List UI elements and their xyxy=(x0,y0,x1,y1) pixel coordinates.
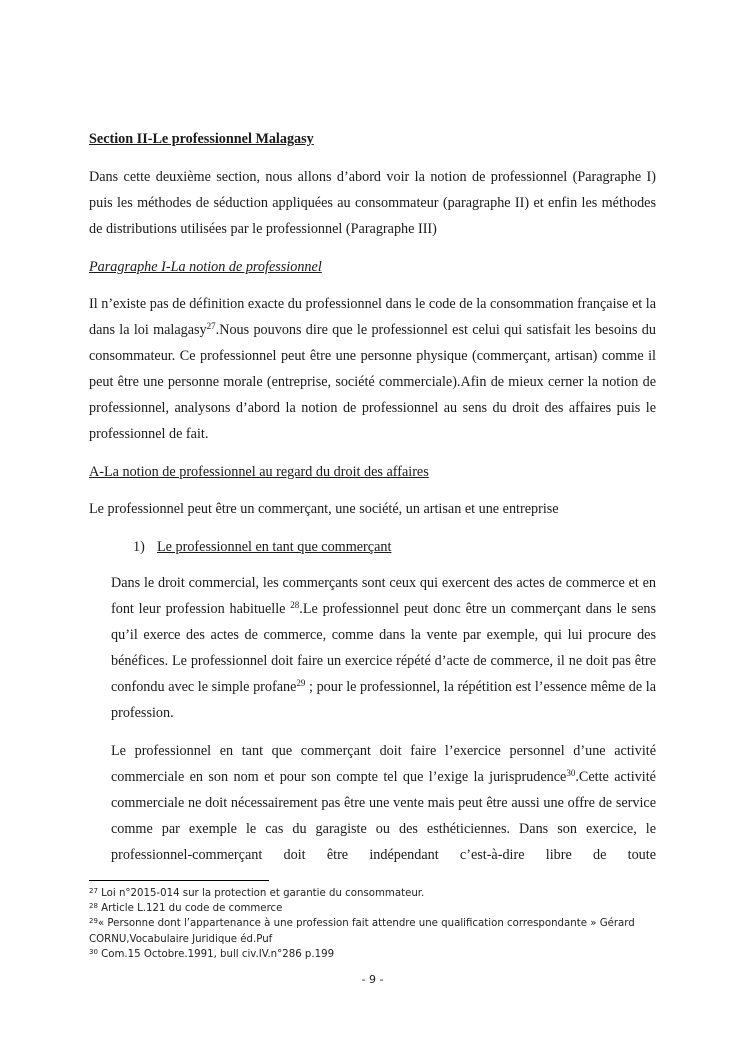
body-paragraph: Le professionnel peut être un commerçant, une société, un artisan et une entreprise xyxy=(89,501,559,517)
footnote-text: « Personne dont l’appartenance à une profession fait attendre une qualification correspondante » Gérard CORNU,Vocabulaire Juridique éd.Puf xyxy=(89,918,635,945)
footnote xyxy=(89,947,656,962)
footnote-number: 27 xyxy=(89,887,98,895)
footnote-text: Article L.121 du code de commerce xyxy=(97,903,283,915)
footnote-text: Com.15 Octobre.1991, bull civ.IV.n°286 p.199 xyxy=(97,948,335,960)
footnote-ref[interactable]: 28 xyxy=(290,600,300,610)
list-item xyxy=(89,534,656,560)
text-run: ; pour le professionnel, la répétition est l’essence même de la profession. xyxy=(111,679,656,721)
footnote-ref[interactable]: 30 xyxy=(566,768,576,778)
section-title: Section II-Le professionnel Malagasy xyxy=(89,131,314,147)
text-run: .Le professionnel peut donc être un commerçant dans le sens qu’il exerce des actes de commerce, comme dans la vente par exemple, qui lui procure des bénéfices. Le professionnel doit faire un exercice répété d’acte de commerce, il ne doit pas être confondu avec le simple profane xyxy=(111,601,656,695)
definition-paragraph xyxy=(89,291,656,447)
footnote-ref[interactable]: 27 xyxy=(206,321,216,331)
text-run: Le professionnel en tant que commerçant doit faire l’exercice personnel d’une activité commerciale en son nom et pour son compte tel que l’exige la jurisprudence xyxy=(111,743,656,785)
footnote-text: Loi n°2015-014 sur la protection et garantie du consommateur. xyxy=(97,888,425,899)
footnotes xyxy=(89,886,656,962)
text-run: .Nous pouvons dire que le professionnel est celui qui satisfait les besoins du consommateur. Ce professionnel peut être une personne physique (commerçant, artisan) comme il peut être une personne morale (entreprise, société commerciale).Afin de mieux cerner la notion de professionnel, analysons d’abord la notion de professionnel au sens du droit des affaires puis le professionnel de fait. xyxy=(89,322,656,442)
list-number: 1) xyxy=(133,539,145,555)
paragraph-heading: Paragraphe I-La notion de professionnel xyxy=(89,259,322,275)
text-run: Il n’existe pas de définition exacte du professionnel dans le code de la consommation française et la dans la loi malagasy xyxy=(89,296,656,338)
subsection-heading: A-La notion de professionnel au regard du droit des affaires xyxy=(89,464,429,480)
footnote xyxy=(89,886,656,901)
exercice-paragraph xyxy=(89,738,656,868)
page-number: - 9 - xyxy=(361,973,384,986)
footnote-separator xyxy=(89,880,269,881)
footnote-number: 28 xyxy=(89,902,98,911)
commercant-paragraph xyxy=(89,570,656,726)
footnote-ref[interactable]: 29 xyxy=(296,678,306,688)
footnote xyxy=(89,916,656,946)
list-label: Le professionnel en tant que commerçant xyxy=(157,539,392,555)
footnote-number: 30 xyxy=(89,947,98,956)
text-run: Dans le droit commercial, les commerçants sont ceux qui exercent des actes de commerce et en font leur profession habituelle xyxy=(111,575,656,617)
document-body xyxy=(89,126,656,868)
intro-paragraph: Dans cette deuxième section, nous allons d’abord voir la notion de professionnel (Paragraphe I) puis les méthodes de séduction appliquées au consommateur (paragraphe II) et enfin les méthodes de distributions utilisées par le professionnel (Paragraphe III) xyxy=(89,169,656,237)
footnote xyxy=(89,901,656,916)
footnote-number: 29 xyxy=(89,917,98,926)
text-run: .Cette activité commerciale ne doit nécessairement pas être une vente mais peut être aussi une offre de service comme par exemple le cas du garagiste ou des esthéticiennes. Dans son exercice, le professionnel-commerçant doit être indépendant c’est-à-dire libre de toute xyxy=(111,769,656,863)
